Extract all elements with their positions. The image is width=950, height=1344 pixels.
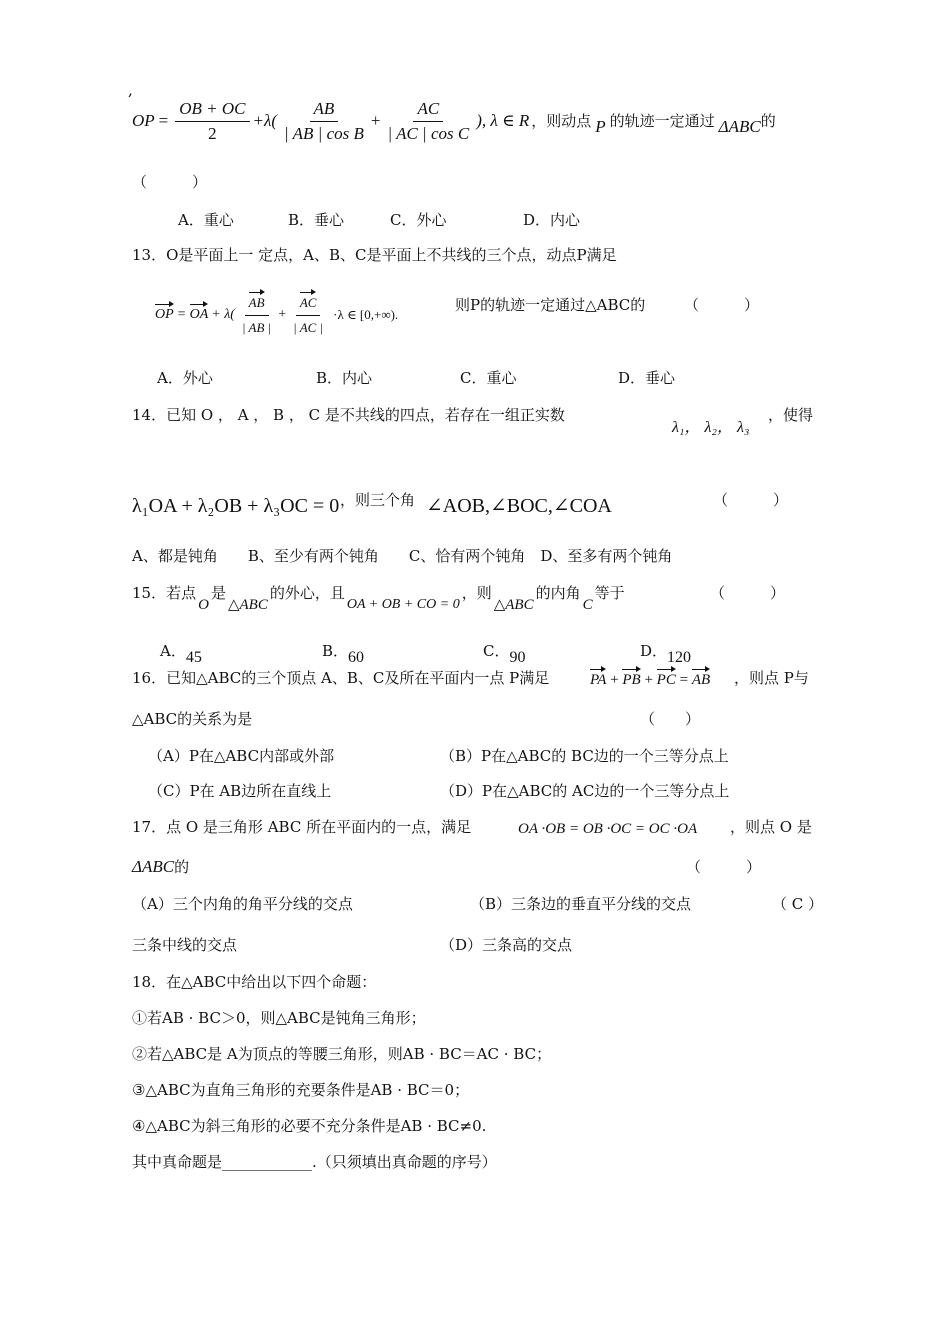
q17-option-b: （B）三条边的垂直平分线的交点	[470, 895, 692, 913]
q18-item-4: ④△ABC为斜三角形的必要不充分条件是AB · BC≠0.	[132, 1117, 487, 1135]
q13-frac1	[238, 293, 275, 338]
q16-pc: PC	[656, 672, 676, 688]
q17-line2	[132, 857, 189, 877]
q13-oa: OA	[190, 305, 209, 325]
q16-paren: （ ）	[640, 710, 701, 728]
q16-pb: PB	[622, 672, 641, 688]
q13-frac2-num: AC	[296, 293, 321, 316]
q15-stem5: 的内角	[535, 584, 581, 602]
q18-answer: 其中真命题是____________.（只须填出真命题的序号）	[132, 1153, 497, 1171]
q15-option-a: A．45	[160, 642, 202, 666]
q16-option-b: （B）P在△ABC的 BC边的一个三等分点上	[440, 747, 729, 765]
q15-stem3: 的外心，且	[269, 584, 345, 602]
q13-op: OP	[155, 305, 174, 325]
q17-de: 的	[174, 858, 190, 876]
q15-stem2: 是	[210, 584, 226, 602]
q14-stem: 14．已知 O ， A ， B ， C 是不共线的四点，若存在一组正实数	[132, 406, 565, 424]
q15-stem6: 等于	[594, 584, 625, 602]
q12-plus-lambda: +λ(	[252, 111, 278, 130]
q14-angles: ∠AOB,∠BOC,∠COA	[426, 495, 612, 517]
q15-stem	[132, 583, 625, 617]
q13-paren: （ ）	[684, 296, 760, 314]
q15-stem1: 15．若点	[132, 584, 197, 602]
q18-item-2: ②若△ABC是 A为顶点的等腰三角形，则AB · BC＝AC · BC；	[132, 1045, 552, 1063]
q13-option-b: B．内心	[316, 369, 373, 387]
q15-stem4: ，则	[461, 584, 492, 602]
q12-op: OP	[132, 111, 155, 130]
q12-text2: 的轨迹一定通过	[609, 112, 715, 130]
q13-lambda: + λ(	[211, 307, 235, 322]
q12-frac2-num: AB	[310, 99, 339, 122]
q17-stem: 17．点 O 是三角形 ABC 所在平面内的一点，满足	[132, 818, 472, 836]
q13-option-a: A．外心	[157, 369, 213, 387]
q12-text1: ，则动点	[531, 112, 592, 130]
q12-frac1-num: OB + OC	[175, 99, 249, 122]
q17-stem-end: ，则点 O 是	[730, 818, 812, 836]
q13-stem: 13．O是平面上一 定点，A、B、C是平面上不共线的三个点，动点P满足	[132, 246, 617, 264]
q12-paren: （ ）	[132, 173, 208, 191]
q13-formula	[155, 290, 398, 340]
q18-item-1: ①若AB · BC＞0，则△ABC是钝角三角形；	[132, 1009, 426, 1027]
q14-equation: λ₁OA + λ₂OB + λ₃OC = 0	[132, 495, 340, 517]
q15-c: C	[582, 597, 593, 613]
q13-tail: ·λ ∈ [0,+∞).	[333, 307, 399, 322]
q12-option-c: C．外心	[390, 211, 447, 229]
q16-option-a: （A）P在△ABC内部或外部	[148, 747, 335, 765]
q13-frac2-den: | AC |	[293, 319, 324, 335]
q12-formula	[132, 96, 776, 146]
q15-option-d: D．120	[640, 642, 692, 666]
q14-text: ，则三个角	[340, 491, 416, 509]
q17-option-c-label: （ C ）	[772, 895, 824, 913]
q16-stem: 16．已知△ABC的三个顶点 A、B、C及所在平面内一点 P满足	[132, 669, 550, 687]
q14-paren: （ ）	[713, 491, 789, 509]
q12-frac3-den: | AC | cos C	[387, 123, 470, 143]
q15-o: O	[198, 597, 209, 613]
q12-frac3	[383, 99, 473, 144]
q12-frac1-den: 2	[208, 123, 217, 143]
q16-ab: AB	[691, 672, 711, 688]
q12-tail: ), λ ∈ R	[476, 111, 530, 130]
q15-eq: OA + OB + CO = 0	[346, 597, 460, 612]
q12-text3: 的	[760, 112, 776, 130]
q12-option-b: B．垂心	[288, 211, 345, 229]
q17-option-d: （D）三条高的交点	[440, 936, 573, 954]
q13-option-d: D．垂心	[618, 369, 676, 387]
q13-plus: +	[278, 307, 287, 322]
q17-tri: ΔABC	[132, 857, 175, 876]
q13-text: 则P的轨迹一定通过△ABC的	[455, 296, 646, 314]
q16-pa: PA	[590, 672, 607, 688]
q12-eq: =	[158, 111, 169, 130]
q12-tick: ,	[128, 81, 133, 99]
q17-eq: OA ·OB = OB ·OC = OC ·OA	[518, 821, 698, 837]
q12-option-d: D．内心	[523, 211, 581, 229]
q15-option-c: C．90	[483, 642, 526, 666]
q17-paren: （ ）	[686, 858, 762, 876]
q13-frac1-den: | AB |	[241, 319, 272, 335]
q15-paren: （ ）	[710, 584, 786, 602]
q18-item-3: ③△ABC为直角三角形的充要条件是AB · BC＝0；	[132, 1081, 470, 1099]
q16-option-c: （C）P在 AB边所在直线上	[148, 782, 332, 800]
q17-option-a: （A）三个内角的角平分线的交点	[132, 895, 353, 913]
q12-frac2-den: | AB | cos B	[284, 123, 364, 143]
q13-frac2	[289, 293, 327, 338]
q12-frac1	[175, 99, 249, 144]
q12-plus: +	[370, 111, 381, 130]
q16-option-d: （D）P在△ABC的 AC边的一个三等分点上	[440, 782, 730, 800]
q12-p: P	[595, 117, 606, 136]
q13-eq: =	[177, 307, 186, 322]
q15-tri2: △ABC	[493, 597, 534, 613]
q13-option-c: C．重心	[460, 369, 517, 387]
q17-option-c: 三条中线的交点	[132, 936, 238, 954]
q16-eq: PA + PB + PC = AB	[590, 672, 711, 688]
q14-stem-end: ，使得	[768, 406, 814, 424]
q12-frac2	[280, 99, 368, 144]
q12-frac3-num: AC	[413, 99, 443, 122]
q13-frac1-num: AB	[245, 293, 269, 316]
q18-stem: 18．在△ABC中给出以下四个命题：	[132, 973, 377, 991]
q14-options: A、都是钝角 B、至少有两个钝角 C、恰有两个钝角 D、至多有两个钝角	[132, 547, 673, 565]
q15-option-b: B．60	[322, 642, 365, 666]
q15-tri: △ABC	[227, 597, 268, 613]
q16-line2: △ABC的关系为是	[132, 710, 253, 728]
q16-stem-end: ，则点 P与	[734, 669, 809, 687]
q12-option-a: A．重心	[178, 211, 234, 229]
q12-triangle: ΔABC	[718, 117, 761, 136]
q14-lambdas: λ₁， λ₂， λ₃	[672, 419, 750, 436]
